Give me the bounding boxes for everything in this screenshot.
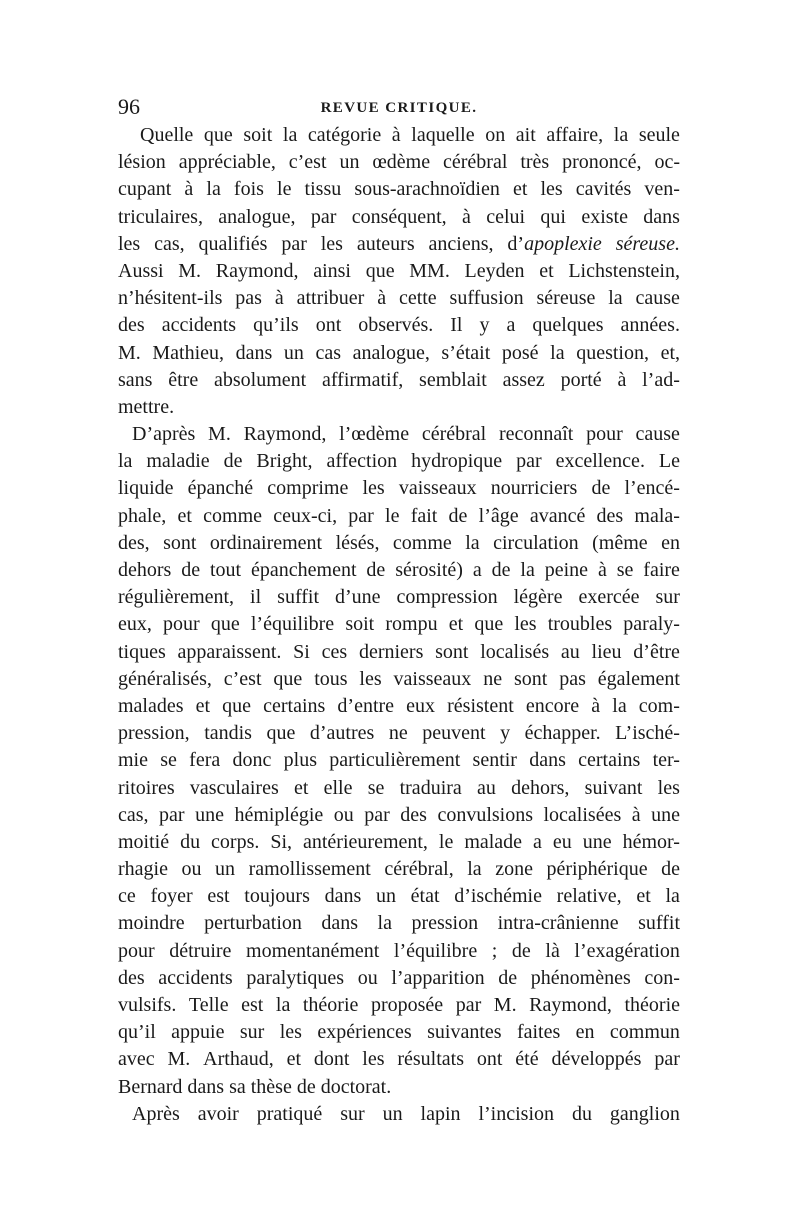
- text-line: Quelle que soit la catégorie à laquelle on ait affaire, la seule: [140, 124, 680, 146]
- text-line: des accidents paralytiques ou l’apparition de phénomènes con-: [118, 966, 680, 989]
- page-number: 96: [118, 94, 140, 119]
- text-line: généralisés, c’est que tous les vaisseaux ne sont pas également: [118, 667, 680, 690]
- text-line: D’après M. Raymond, l’œdème cérébral reconnaît pour cause: [132, 423, 680, 446]
- text-line: cupant à la fois le tissu sous-arachnoïdien et les cavités ven-: [118, 178, 680, 201]
- text-line: n’hésitent-ils pas à attribuer à cette suffusion séreuse la cause: [118, 287, 680, 310]
- text-line: des, sont ordinairement lésés, comme la circulation (même en: [118, 531, 680, 554]
- body-text: [118, 122, 680, 1128]
- text-line: mettre.: [118, 395, 175, 418]
- text-line: tiques apparaissent. Si ces derniers sont localisés au lieu d’être: [118, 640, 680, 663]
- text-line: phale, et comme ceux-ci, par le fait de l’âge avancé des mala-: [118, 504, 680, 527]
- text-line: régulièrement, il suffit d’une compression légère exercée sur: [118, 586, 680, 609]
- text-line: Aussi M. Raymond, ainsi que MM. Leyden et Lichstenstein,: [118, 259, 680, 282]
- text-line: cas, par une hémiplégie ou par des convulsions localisées à une: [118, 803, 680, 826]
- text-line: sans être absolument affirmatif, semblait assez porté à l’ad-: [118, 368, 680, 391]
- page-header: [118, 94, 680, 120]
- text-line: dehors de tout épanchement de sérosité) a de la peine à se faire: [118, 559, 680, 581]
- text-line: la maladie de Bright, affection hydropique par excellence. Le: [118, 450, 680, 473]
- text-line: eux, pour que l’équilibre soit rompu et que les troubles paraly-: [118, 613, 680, 636]
- text-line: ce foyer est toujours dans un état d’ischémie relative, et la: [118, 885, 680, 908]
- text-line: mie se fera donc plus particulièrement sentir dans certains ter-: [118, 749, 680, 772]
- text-line: moindre perturbation dans la pression intra-crânienne suffit: [118, 912, 680, 935]
- text-line: moitié du corps. Si, antérieurement, le malade a eu une hémor-: [118, 830, 680, 853]
- text-line: Bernard dans sa thèse de doctorat.: [118, 1075, 392, 1098]
- text-line: les cas, qualifiés par les auteurs anciens, d’apoplexie séreuse.: [118, 232, 680, 255]
- text-line: pression, tandis que d’autres ne peuvent y échapper. L’isché-: [118, 722, 680, 745]
- text-line: pour détruire momentanément l’équilibre ; de là l’exagération: [118, 939, 680, 962]
- text-line: rhagie ou un ramollissement cérébral, la zone périphérique de: [118, 858, 680, 881]
- text-line: avec M. Arthaud, et dont les résultats ont été développés par: [118, 1048, 680, 1071]
- text-line: M. Mathieu, dans un cas analogue, s’était posé la question, et,: [118, 341, 680, 364]
- text-line: Après avoir pratiqué sur un lapin l’incision du ganglion: [132, 1102, 680, 1125]
- text-line: ritoires vasculaires et elle se traduira au dehors, suivant les: [118, 776, 680, 799]
- text-line: liquide épanché comprime les vaisseaux nourriciers de l’encé-: [118, 477, 680, 500]
- text-line: triculaires, analogue, par conséquent, à celui qui existe dans: [118, 205, 680, 228]
- text-line: des accidents qu’ils ont observés. Il y a quelques années.: [118, 314, 680, 337]
- text-line: vulsifs. Telle est la théorie proposée par M. Raymond, théorie: [118, 994, 680, 1016]
- text-line: lésion appréciable, c’est un œdème cérébral très prononcé, oc-: [118, 151, 680, 174]
- text-line: qu’il appuie sur les expériences suivantes faites en commun: [118, 1021, 680, 1044]
- running-title: REVUE CRITIQUE.: [320, 100, 478, 116]
- text-line: malades et que certains d’entre eux résistent encore à la com-: [118, 694, 680, 717]
